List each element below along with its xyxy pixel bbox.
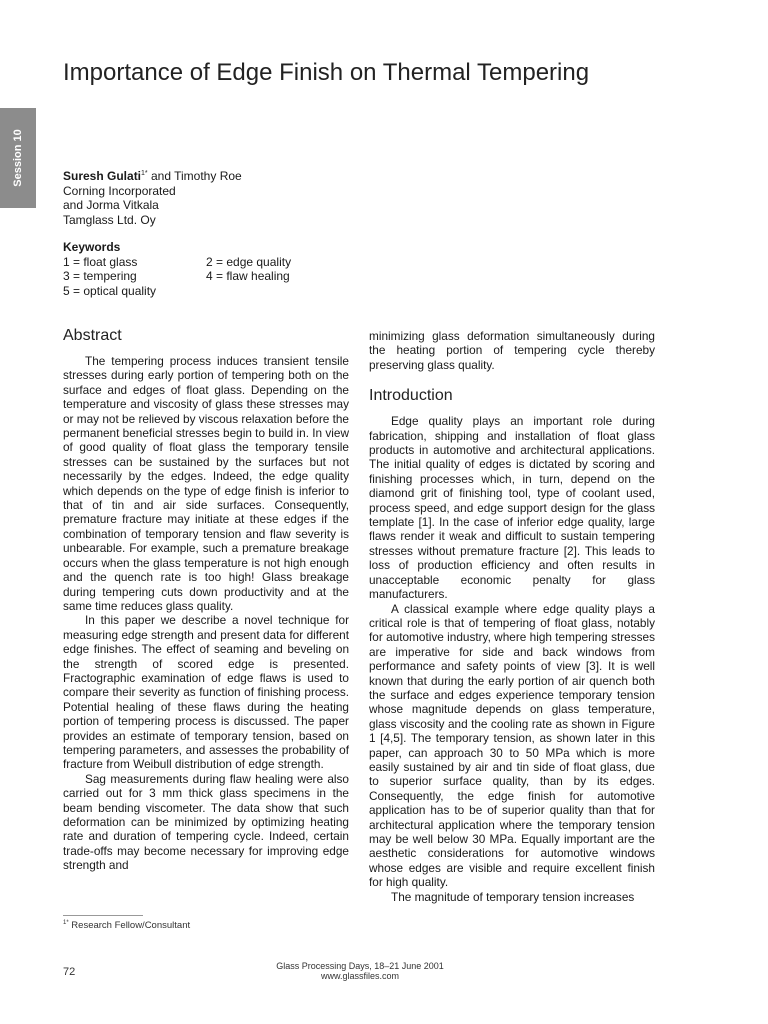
session-label: Session 10	[12, 129, 24, 187]
footnote-mark: 1*	[63, 920, 69, 926]
abstract-heading: Abstract	[63, 327, 122, 344]
right-column	[369, 329, 655, 904]
keywords-heading: Keywords	[63, 240, 121, 254]
affiliation-1: Corning Incorporated	[63, 183, 176, 198]
keyword-item: 4 = flaw healing	[206, 269, 290, 283]
abstract-paragraph-3: Sag measurements during flaw healing were also carried out for 3 mm thick glass specimens in the beam bending viscometer. The data show that such deformation can be minimized by optimizing heating rate and duration of tempering cycle. Indeed, certain trade-offs may become necessary for improving edge strength and	[63, 771, 349, 873]
introduction-paragraph-2: A classical example where edge quality plays a critical role is that of tempering of float glass, notably for automotive industry, where high tempering stresses are imperative for side and back windows from performance and safety points of view [3]. It is well known that during the early portion of air quench both the surface and edges experience temporary tension whose magnitude depends on glass temperature, glass viscosity and the cooling rate as shown in Figure 1 [4,5]. The temporary tension, as shown later in this paper, can approach 30 to 50 MPa which is more easily sustained by air and tin side of float glass, due to superior surface quality, than by its edges. Consequently, the edge finish for automotive application has to be of superior quality than that for architectural application where the temporary tension may be well below 30 MPa. Equally important are the aesthetic considerations for automotive windows whose edges are visible and require excellent finish for high quality.	[369, 601, 655, 890]
footer-url: www.glassfiles.com	[320, 971, 400, 981]
author-block	[63, 167, 242, 227]
footnote	[63, 920, 190, 931]
keywords-block	[63, 240, 346, 298]
abstract-paragraph-2: In this paper we describe a novel technique for measuring edge strength and present data for different edge finishes. The effect of seaming and beveling on the strength of scored edge is presented. Fractographic examination of edge flaws is used to compare their severity as function of finishing process. Potential healing of these flaws during the heating portion of tempering process is discussed. The paper provides an estimate of temporary tension, based on tempering parameters, and assesses the probability of fracture from Weibull distribution of edge strength.	[63, 613, 349, 772]
abstract-paragraph-1: The tempering process induces transient tensile stresses during early portion of tempering both on the surface and edges of float glass. Depending on the temperature and viscosity of glass these stresses may or may not be relieved by viscous relaxation before the permanent beneficial stresses begin to build in. In view of good quality of float glass the temporary tensile stresses can be sustained by the surfaces but not necessarily by the edges. Indeed, the edge quality which depends on the type of edge finish is inferior to that of tin and air side surfaces. Consequently, premature fracture may initiate at these edges if the combination of temporary tension and flaw severity is unbearable. For example, such a premature breakage occurs when the glass temperature is not high enough and the quench rate is too high! Glass breakage during tempering cuts down productivity and at the same time reduces glass quality.	[63, 354, 349, 613]
keyword-item: 1 = float glass	[63, 254, 138, 269]
footer-conference	[230, 961, 490, 981]
paper-title: Importance of Edge Finish on Thermal Tempering	[63, 59, 590, 86]
keyword-item: 3 = tempering	[63, 269, 137, 283]
introduction-heading: Introduction	[369, 387, 453, 405]
footnote-divider	[63, 915, 143, 916]
abstract-continuation: minimizing glass deformation simultaneously during the heating portion of tempering cycle thereby preserving glass quality.	[369, 329, 655, 372]
footer-line-1: Glass Processing Days, 18–21 June 2001	[276, 961, 444, 971]
author-line	[63, 167, 242, 184]
footnote-text: Research Fellow/Consultant	[68, 920, 191, 932]
lead-author: Suresh Gulati	[63, 169, 142, 183]
author-line-3: and Jorma Vitkala	[63, 198, 159, 212]
left-column	[63, 326, 349, 873]
introduction-paragraph-1: Edge quality plays an important role during fabrication, shipping and installation of float glass products in automotive and architectural applications. The initial quality of edges is dictated by scoring and finishing processes which, in turn, depend on the diamond grit of finishing tool, type of coolant used, process speed, and edge support design for the glass template [1]. In the case of inferior edge quality, large flaws render it weak and difficult to sustain tempering stresses without premature fracture [2]. This leads to loss of production efficiency and often results in unacceptable economic penalty for glass manufacturers.	[369, 414, 655, 602]
keywords-list	[63, 255, 346, 299]
page-number: 72	[63, 966, 76, 978]
author-footnote-mark: 1*	[141, 170, 148, 177]
session-tab	[0, 108, 36, 208]
coauthor: and Timothy Roe	[147, 169, 242, 183]
keyword-item: 2 = edge quality	[206, 254, 292, 269]
affiliation-2: Tamglass Ltd. Oy	[63, 212, 156, 227]
introduction-paragraph-3: The magnitude of temporary tension increases	[391, 889, 635, 904]
keyword-item: 5 = optical quality	[63, 283, 157, 298]
